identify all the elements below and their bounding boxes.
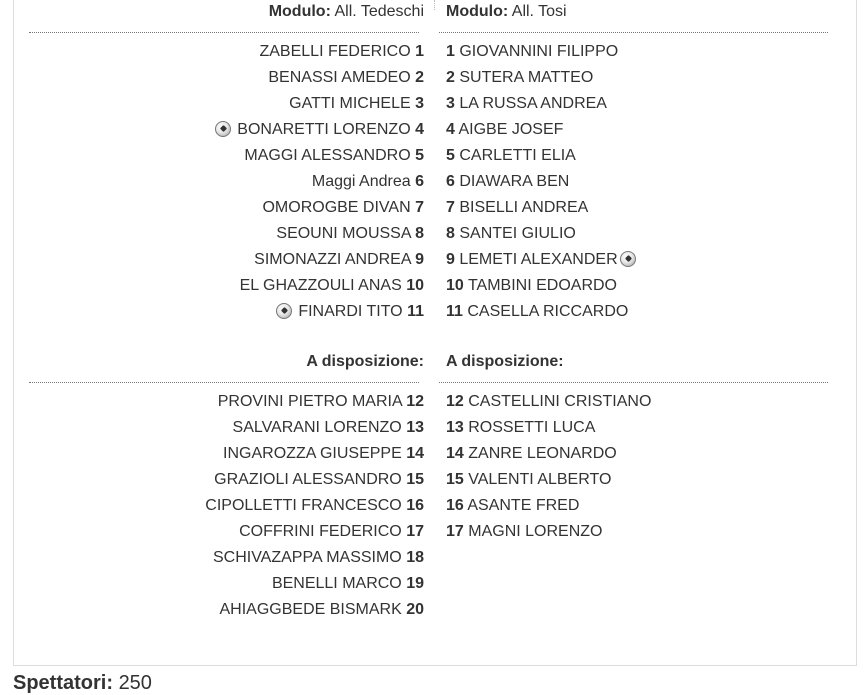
player-number: 17 xyxy=(446,523,464,540)
player-name: Maggi Andrea xyxy=(311,173,411,190)
player-number: 16 xyxy=(446,497,464,514)
home-bench-heading: A disposizione: xyxy=(306,353,424,370)
player-name: SCHIVAZAPPA MASSIMO xyxy=(212,549,402,566)
player-name: PROVINI PIETRO MARIA xyxy=(217,393,402,410)
player-number: 10 xyxy=(446,277,464,294)
player-row xyxy=(215,299,424,325)
player-row xyxy=(215,247,424,273)
soccer-ball-icon xyxy=(276,303,292,319)
player-row xyxy=(446,143,636,169)
player-number: 4 xyxy=(415,121,424,138)
player-number: 15 xyxy=(446,471,464,488)
player-row xyxy=(205,597,424,623)
player-name: DIAWARA BEN xyxy=(459,173,570,190)
player-number: 3 xyxy=(446,95,455,112)
player-number: 16 xyxy=(406,497,424,514)
spectators xyxy=(13,671,152,695)
player-row xyxy=(446,169,636,195)
player-number: 15 xyxy=(406,471,424,488)
player-row xyxy=(446,415,651,441)
player-name: COFFRINI FEDERICO xyxy=(239,523,402,540)
home-modulo-label: Modulo: xyxy=(268,3,331,20)
player-number: 1 xyxy=(446,43,455,60)
player-number: 6 xyxy=(415,173,424,190)
player-number: 8 xyxy=(446,225,455,242)
away-modulo-label: Modulo: xyxy=(446,3,509,20)
player-row xyxy=(446,117,636,143)
player-name: ZABELLI FEDERICO xyxy=(259,43,411,60)
player-number: 5 xyxy=(446,147,455,164)
player-row xyxy=(215,221,424,247)
home-starters-list xyxy=(215,39,424,325)
player-name: BENASSI AMEDEO xyxy=(268,69,411,86)
player-name: LA RUSSA ANDREA xyxy=(459,95,607,112)
player-name: SEOUNI MOUSSA xyxy=(276,225,411,242)
player-row xyxy=(446,299,636,325)
player-row xyxy=(205,467,424,493)
home-modulo xyxy=(269,0,424,24)
player-number: 6 xyxy=(446,173,455,190)
player-name: ZANRE LEONARDO xyxy=(468,445,617,462)
player-row xyxy=(215,169,424,195)
away-starters-divider xyxy=(439,32,828,33)
lineups-panel xyxy=(13,0,857,666)
player-name: GIOVANNINI FILIPPO xyxy=(459,43,619,60)
player-number: 9 xyxy=(415,251,424,268)
player-number: 7 xyxy=(415,199,424,216)
away-starters-list xyxy=(446,39,636,325)
spectators-value: 250 xyxy=(118,672,152,694)
player-number: 17 xyxy=(406,523,424,540)
player-number: 18 xyxy=(406,549,424,566)
player-name: FINARDI TITO xyxy=(298,303,403,320)
player-number: 5 xyxy=(415,147,424,164)
player-row xyxy=(205,389,424,415)
player-row xyxy=(446,195,636,221)
player-number: 10 xyxy=(406,277,424,294)
home-coach: All. Tedeschi xyxy=(334,3,424,20)
player-number: 7 xyxy=(446,199,455,216)
player-row xyxy=(446,467,651,493)
player-name: SIMONAZZI ANDREA xyxy=(254,251,411,268)
away-coach: All. Tosi xyxy=(511,3,567,20)
home-starters-divider xyxy=(29,32,419,33)
player-name: OMOROGBE DIVAN xyxy=(262,199,411,216)
player-number: 9 xyxy=(446,251,455,268)
away-bench-divider xyxy=(439,382,828,383)
player-row xyxy=(215,65,424,91)
home-bench-list xyxy=(205,389,424,623)
player-row xyxy=(205,441,424,467)
player-number: 12 xyxy=(446,393,464,410)
player-name: CASELLA RICCARDO xyxy=(467,303,629,320)
player-name: CARLETTI ELIA xyxy=(459,147,576,164)
player-row xyxy=(446,247,636,273)
player-row xyxy=(215,39,424,65)
player-number: 3 xyxy=(415,95,424,112)
player-row xyxy=(446,493,651,519)
player-number: 13 xyxy=(406,419,424,436)
soccer-ball-icon xyxy=(620,251,636,267)
player-row xyxy=(205,493,424,519)
player-name: BISELLI ANDREA xyxy=(459,199,589,216)
player-name: AHIAGGBEDE BISMARK xyxy=(219,601,402,618)
player-number: 14 xyxy=(446,445,464,462)
player-name: SALVARANI LORENZO xyxy=(232,419,402,436)
player-row xyxy=(446,39,636,65)
player-row xyxy=(215,195,424,221)
player-number: 4 xyxy=(446,121,455,138)
home-bench-divider xyxy=(29,382,419,383)
player-number: 11 xyxy=(407,303,424,320)
player-name: MAGNI LORENZO xyxy=(468,523,603,540)
player-name: LEMETI ALEXANDER xyxy=(459,251,618,268)
player-row xyxy=(205,545,424,571)
away-bench-list xyxy=(446,389,651,545)
player-row xyxy=(446,91,636,117)
player-name: CASTELLINI CRISTIANO xyxy=(468,393,652,410)
player-name: ASANTE FRED xyxy=(467,497,580,514)
player-row xyxy=(205,519,424,545)
player-row xyxy=(446,221,636,247)
player-number: 12 xyxy=(406,393,424,410)
spectators-label: Spettatori: xyxy=(13,672,113,694)
player-number: 8 xyxy=(415,225,424,242)
player-number: 2 xyxy=(415,69,424,86)
player-number: 19 xyxy=(406,575,424,592)
player-name: MAGGI ALESSANDRO xyxy=(244,147,411,164)
player-number: 1 xyxy=(415,43,424,60)
player-row xyxy=(446,389,651,415)
player-number: 11 xyxy=(446,303,463,320)
player-number: 14 xyxy=(406,445,424,462)
away-bench-heading: A disposizione: xyxy=(446,353,564,370)
player-row xyxy=(215,91,424,117)
away-modulo xyxy=(446,0,567,24)
player-name: CIPOLLETTI FRANCESCO xyxy=(205,497,402,514)
player-name: GATTI MICHELE xyxy=(289,95,411,112)
player-name: TAMBINI EDOARDO xyxy=(467,277,617,294)
player-row xyxy=(446,65,636,91)
player-row xyxy=(446,519,651,545)
player-row xyxy=(446,273,636,299)
player-row xyxy=(215,117,424,143)
player-row xyxy=(446,441,651,467)
player-name: INGAROZZA GIUSEPPE xyxy=(223,445,402,462)
player-name: ROSSETTI LUCA xyxy=(468,419,596,436)
player-name: SANTEI GIULIO xyxy=(459,225,576,242)
player-row xyxy=(215,273,424,299)
player-row xyxy=(215,143,424,169)
player-name: BENELLI MARCO xyxy=(271,575,402,592)
player-name: SUTERA MATTEO xyxy=(459,69,594,86)
center-divider xyxy=(434,0,435,10)
player-name: AIGBE JOSEF xyxy=(458,121,564,138)
player-name: BONARETTI LORENZO xyxy=(237,121,411,138)
player-number: 20 xyxy=(406,601,424,618)
player-number: 13 xyxy=(446,419,464,436)
player-number: 2 xyxy=(446,69,455,86)
player-row xyxy=(205,415,424,441)
player-name: VALENTI ALBERTO xyxy=(468,471,612,488)
player-row xyxy=(205,571,424,597)
player-name: GRAZIOLI ALESSANDRO xyxy=(214,471,402,488)
player-name: EL GHAZZOULI ANAS xyxy=(239,277,402,294)
soccer-ball-icon xyxy=(215,121,231,137)
